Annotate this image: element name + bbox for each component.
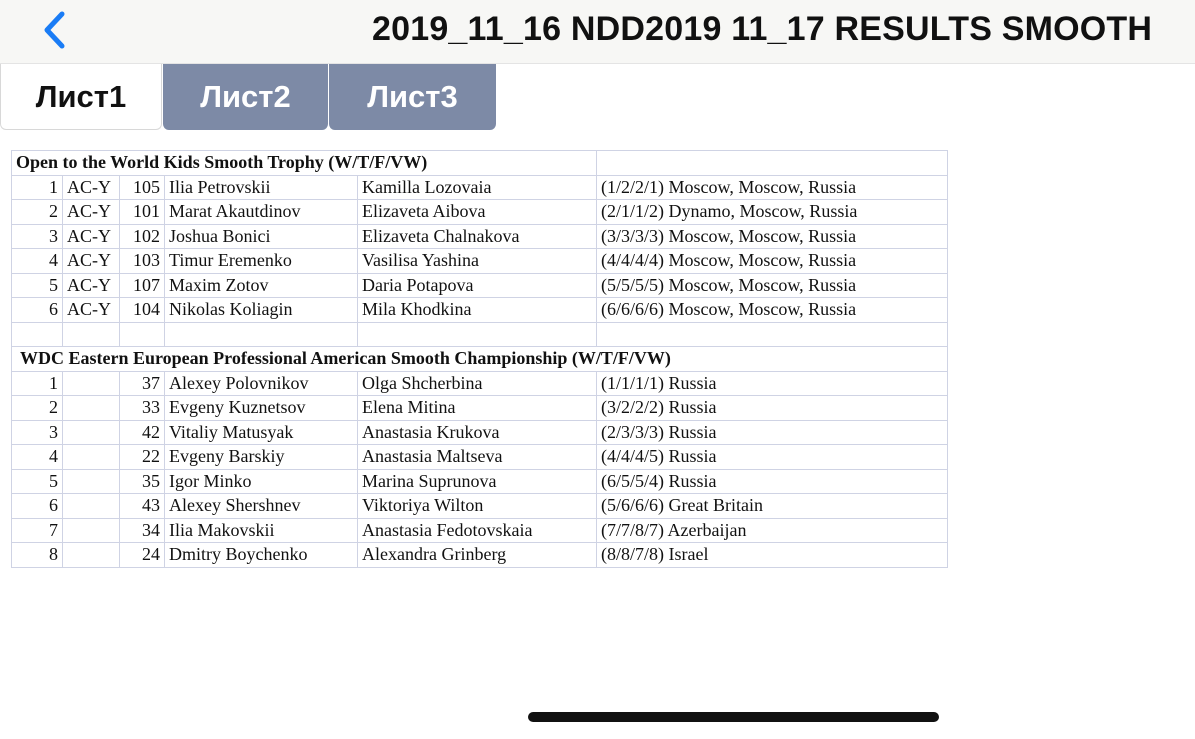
cell-partner[interactable]: Elizaveta Chalnakova <box>358 224 597 249</box>
sheet-cell <box>597 151 948 176</box>
cell-partner[interactable]: Marina Suprunova <box>358 469 597 494</box>
cell-partner[interactable]: Olga Shcherbina <box>358 371 597 396</box>
cell-leader[interactable]: Alexey Polovnikov <box>165 371 358 396</box>
back-button[interactable] <box>38 8 74 52</box>
cell-number[interactable]: 33 <box>120 396 165 421</box>
cell-place[interactable]: 3 <box>12 224 63 249</box>
table-row <box>12 494 948 519</box>
cell-number[interactable]: 103 <box>120 249 165 274</box>
cell-partner[interactable]: Viktoriya Wilton <box>358 494 597 519</box>
cell-result[interactable]: (8/8/7/8) Israel <box>597 543 948 568</box>
table-row <box>12 224 948 249</box>
cell-result[interactable]: (4/4/4/5) Russia <box>597 445 948 470</box>
table-row <box>12 518 948 543</box>
table-row <box>12 298 948 323</box>
cell-number[interactable]: 37 <box>120 371 165 396</box>
cell-class[interactable]: AC-Y <box>63 249 120 274</box>
sheet-tabs <box>0 64 1195 132</box>
section-pro-smooth <box>12 347 948 568</box>
cell-result[interactable]: (5/6/6/6) Great Britain <box>597 494 948 519</box>
cell-place[interactable]: 2 <box>12 200 63 225</box>
cell-class[interactable] <box>63 396 120 421</box>
table-row <box>12 273 948 298</box>
cell-class[interactable] <box>63 494 120 519</box>
cell-class[interactable] <box>63 543 120 568</box>
spacer-row-group <box>12 322 948 347</box>
section-title: Open to the World Kids Smooth Trophy (W/T/F/VW) <box>12 151 597 176</box>
cell-number[interactable]: 102 <box>120 224 165 249</box>
cell-leader[interactable]: Joshua Bonici <box>165 224 358 249</box>
cell-partner[interactable]: Alexandra Grinberg <box>358 543 597 568</box>
cell-result[interactable]: (3/2/2/2) Russia <box>597 396 948 421</box>
cell-leader[interactable]: Igor Minko <box>165 469 358 494</box>
cell-partner[interactable]: Anastasia Krukova <box>358 420 597 445</box>
cell-place[interactable]: 6 <box>12 298 63 323</box>
tab-sheet3[interactable]: Лист3 <box>329 64 496 130</box>
table-row <box>12 420 948 445</box>
cell-number[interactable]: 34 <box>120 518 165 543</box>
cell-leader[interactable]: Ilia Petrovskii <box>165 175 358 200</box>
tab-sheet1[interactable]: Лист1 <box>0 64 162 130</box>
cell-leader[interactable]: Marat Akautdinov <box>165 200 358 225</box>
empty-row <box>12 322 948 347</box>
table-row <box>12 445 948 470</box>
cell-partner[interactable]: Daria Potapova <box>358 273 597 298</box>
cell-number[interactable]: 24 <box>120 543 165 568</box>
cell-class[interactable] <box>63 371 120 396</box>
cell-class[interactable] <box>63 420 120 445</box>
cell-leader[interactable]: Evgeny Kuznetsov <box>165 396 358 421</box>
cell-place[interactable]: 4 <box>12 249 63 274</box>
cell-result[interactable]: (1/2/2/1) Moscow, Moscow, Russia <box>597 175 948 200</box>
navigation-bar <box>0 0 1195 64</box>
table-row <box>12 469 948 494</box>
cell-class[interactable]: AC-Y <box>63 298 120 323</box>
cell-leader[interactable]: Timur Eremenko <box>165 249 358 274</box>
cell-partner[interactable]: Anastasia Maltseva <box>358 445 597 470</box>
cell-class[interactable] <box>63 445 120 470</box>
cell-class[interactable] <box>63 469 120 494</box>
cell-number[interactable]: 104 <box>120 298 165 323</box>
cell-leader[interactable]: Evgeny Barskiy <box>165 445 358 470</box>
cell-place[interactable]: 4 <box>12 445 63 470</box>
cell-number[interactable]: 43 <box>120 494 165 519</box>
cell-number[interactable]: 107 <box>120 273 165 298</box>
cell-partner[interactable]: Kamilla Lozovaia <box>358 175 597 200</box>
cell-place[interactable]: 6 <box>12 494 63 519</box>
cell-result[interactable]: (6/6/6/6) Moscow, Moscow, Russia <box>597 298 948 323</box>
cell-place[interactable]: 7 <box>12 518 63 543</box>
cell-partner[interactable]: Elizaveta Aibova <box>358 200 597 225</box>
cell-place[interactable]: 8 <box>12 543 63 568</box>
cell-result[interactable]: (2/1/1/2) Dynamo, Moscow, Russia <box>597 200 948 225</box>
cell-number[interactable]: 105 <box>120 175 165 200</box>
cell-result[interactable]: (2/3/3/3) Russia <box>597 420 948 445</box>
cell-number[interactable]: 101 <box>120 200 165 225</box>
cell-number[interactable]: 35 <box>120 469 165 494</box>
cell-leader[interactable]: Alexey Shershnev <box>165 494 358 519</box>
cell-result[interactable]: (7/7/8/7) Azerbaijan <box>597 518 948 543</box>
cell-result[interactable]: (1/1/1/1) Russia <box>597 371 948 396</box>
cell-class[interactable] <box>63 518 120 543</box>
cell-number[interactable]: 42 <box>120 420 165 445</box>
table-row <box>12 249 948 274</box>
cell-number[interactable]: 22 <box>120 445 165 470</box>
cell-leader[interactable]: Ilia Makovskii <box>165 518 358 543</box>
cell-class[interactable]: AC-Y <box>63 273 120 298</box>
table-row <box>12 175 948 200</box>
tab-sheet2[interactable]: Лист2 <box>163 64 328 130</box>
cell-partner[interactable]: Anastasia Fedotovskaia <box>358 518 597 543</box>
section-header-row <box>12 347 948 372</box>
results-sheet <box>11 150 948 568</box>
cell-leader[interactable]: Nikolas Koliagin <box>165 298 358 323</box>
cell-place[interactable]: 2 <box>12 396 63 421</box>
cell-leader[interactable]: Dmitry Boychenko <box>165 543 358 568</box>
table-row <box>12 200 948 225</box>
cell-result[interactable]: (5/5/5/5) Moscow, Moscow, Russia <box>597 273 948 298</box>
cell-leader[interactable]: Maxim Zotov <box>165 273 358 298</box>
chevron-left-icon <box>38 8 74 52</box>
cell-partner[interactable]: Mila Khodkina <box>358 298 597 323</box>
cell-result[interactable]: (6/5/5/4) Russia <box>597 469 948 494</box>
cell-place[interactable]: 1 <box>12 175 63 200</box>
cell-partner[interactable]: Elena Mitina <box>358 396 597 421</box>
home-indicator <box>528 712 939 722</box>
cell-class[interactable]: AC-Y <box>63 175 120 200</box>
cell-place[interactable]: 1 <box>12 371 63 396</box>
cell-place[interactable]: 3 <box>12 420 63 445</box>
section-title: WDC Eastern European Professional American Smooth Championship (W/T/F/VW) <box>12 347 948 372</box>
document-title: 2019_11_16 NDD2019 11_17 RESULTS SMOOTH <box>372 10 1153 48</box>
cell-leader[interactable]: Vitaliy Matusyak <box>165 420 358 445</box>
cell-place[interactable]: 5 <box>12 469 63 494</box>
cell-place[interactable]: 5 <box>12 273 63 298</box>
cell-result[interactable]: (3/3/3/3) Moscow, Moscow, Russia <box>597 224 948 249</box>
section-header-row <box>12 151 948 176</box>
table-row <box>12 371 948 396</box>
section-kids-smooth <box>12 151 948 323</box>
cell-class[interactable]: AC-Y <box>63 224 120 249</box>
cell-result[interactable]: (4/4/4/4) Moscow, Moscow, Russia <box>597 249 948 274</box>
cell-partner[interactable]: Vasilisa Yashina <box>358 249 597 274</box>
table-row <box>12 543 948 568</box>
cell-class[interactable]: AC-Y <box>63 200 120 225</box>
table-row <box>12 396 948 421</box>
